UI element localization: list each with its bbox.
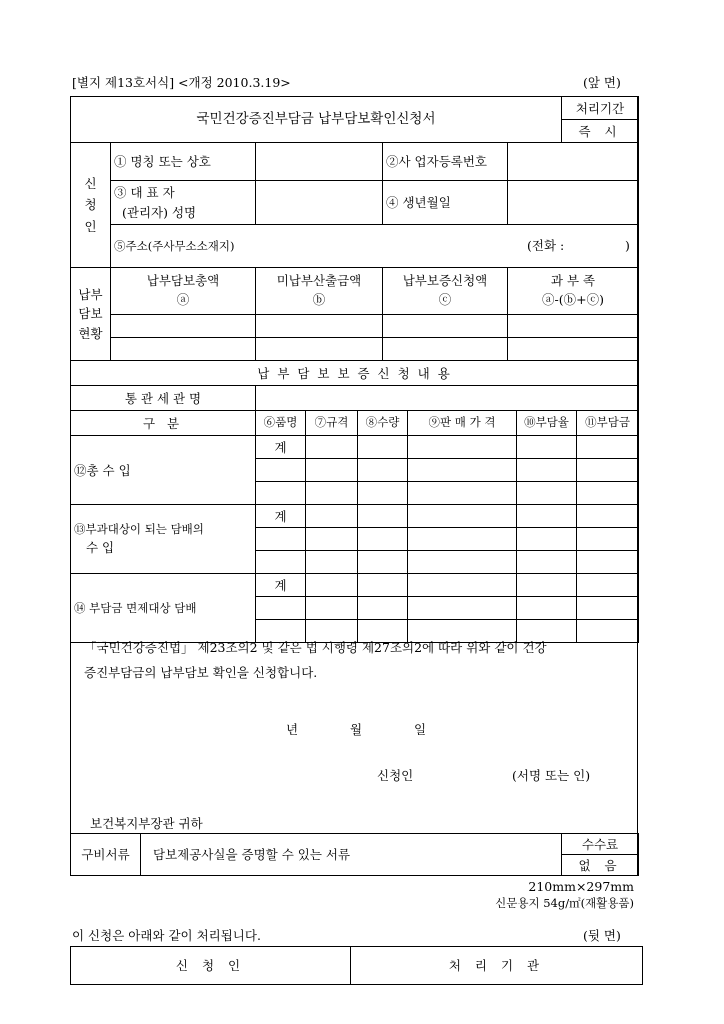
fee-label: 수수료 xyxy=(562,834,639,855)
cell[interactable] xyxy=(256,528,306,551)
cell[interactable] xyxy=(517,505,577,528)
cell[interactable] xyxy=(358,505,408,528)
group13-total-label: 계 xyxy=(256,505,306,528)
cell[interactable] xyxy=(358,597,408,620)
surplus-deficit-header xyxy=(508,268,639,315)
cell[interactable] xyxy=(577,436,639,459)
unpaid-amount-field-1[interactable] xyxy=(256,315,383,338)
cell[interactable] xyxy=(306,551,358,574)
total-import-text: ⑫총 수 입 xyxy=(74,462,131,478)
group14-total-label: 계 xyxy=(256,574,306,597)
cell[interactable] xyxy=(517,482,577,505)
cell[interactable] xyxy=(517,574,577,597)
total-guarantee-mark: ⓐ xyxy=(176,292,190,307)
statement-line-2: 증진부담금의 납부담보 확인을 신청합니다. xyxy=(84,665,318,680)
guarantee-status-label xyxy=(71,268,111,361)
cell[interactable] xyxy=(306,459,358,482)
flow-agency-header: 처 리 기 관 xyxy=(351,947,643,985)
quantity-header: ⑧수량 xyxy=(358,411,408,436)
title-row xyxy=(70,96,639,143)
guarantee-request-field-1[interactable] xyxy=(383,315,508,338)
status-label-line1: 납부 xyxy=(78,286,103,302)
cell[interactable] xyxy=(306,505,358,528)
unpaid-amount-header xyxy=(256,268,383,315)
cell[interactable] xyxy=(577,574,639,597)
cell[interactable] xyxy=(517,528,577,551)
name-label: ① 명칭 또는 상호 xyxy=(111,143,256,181)
total-guarantee-field-2[interactable] xyxy=(111,338,256,361)
form-title: 국민건강증진부담금 납부담보확인신청서 xyxy=(71,97,562,143)
applicant-signature-label: 신청인 xyxy=(377,768,414,783)
representative-label-line1: ③ 대 표 자 xyxy=(114,185,175,201)
cell[interactable] xyxy=(577,459,639,482)
taxable-import-label xyxy=(71,505,256,574)
phone-close: ) xyxy=(625,238,630,253)
recipient-label: 보건복지부장관 귀하 xyxy=(90,816,203,831)
cell[interactable] xyxy=(408,436,517,459)
processing-period-label: 처리기간 xyxy=(562,97,639,120)
charge-rate-header: ⑩부담율 xyxy=(517,411,577,436)
date-year-label: 년 xyxy=(286,722,299,737)
date-month-label: 월 xyxy=(350,722,363,737)
cell[interactable] xyxy=(256,597,306,620)
cell[interactable] xyxy=(577,551,639,574)
phone-label: (전화 : xyxy=(527,238,565,253)
total-import-label xyxy=(71,436,256,505)
taxable-import-line2: 수 입 xyxy=(86,540,115,556)
back-side-label: (뒷 면) xyxy=(583,928,621,943)
cell[interactable] xyxy=(306,482,358,505)
address-label: ⑤주소(주사무소소재지) xyxy=(114,239,235,254)
business-number-label: ②사 업자등록번호 xyxy=(383,143,508,181)
cell[interactable] xyxy=(577,528,639,551)
spec-header: ⑦규격 xyxy=(306,411,358,436)
surplus-deficit-field-1[interactable] xyxy=(508,315,639,338)
cell[interactable] xyxy=(256,551,306,574)
guarantee-request-mark: ⓒ xyxy=(438,292,452,307)
cell[interactable] xyxy=(358,459,408,482)
processing-period-value: 즉 시 xyxy=(562,120,639,143)
required-documents-label: 구비서류 xyxy=(71,834,141,876)
cell[interactable] xyxy=(517,459,577,482)
total-guarantee-label: 납부담보총액 xyxy=(146,273,220,289)
exempt-tobacco-label xyxy=(71,574,256,643)
name-field[interactable] xyxy=(256,143,383,181)
cell[interactable] xyxy=(358,574,408,597)
unpaid-amount-mark: ⓑ xyxy=(312,292,326,307)
unpaid-amount-label: 미납부산출금액 xyxy=(276,273,362,289)
cell[interactable] xyxy=(517,436,577,459)
total-guarantee-field-1[interactable] xyxy=(111,315,256,338)
business-number-field[interactable] xyxy=(508,143,639,181)
cell[interactable] xyxy=(256,482,306,505)
sales-price-header: ⑨판 매 가 격 xyxy=(408,411,517,436)
date-day-label: 일 xyxy=(414,722,427,737)
cell[interactable] xyxy=(358,482,408,505)
cell[interactable] xyxy=(306,436,358,459)
category-header: 구 분 xyxy=(71,411,256,436)
group12-total-label: 계 xyxy=(256,436,306,459)
cell[interactable] xyxy=(358,551,408,574)
paper-spec: 신문용지 54g/㎡(재활용품) xyxy=(495,896,634,910)
cell[interactable] xyxy=(358,436,408,459)
address-field[interactable] xyxy=(111,225,639,268)
birthdate-field[interactable] xyxy=(508,181,639,225)
required-documents-row xyxy=(70,833,639,876)
guarantee-request-title: 납 부 담 보 보 증 신 청 내 용 xyxy=(71,361,639,386)
exempt-tobacco-text: ⑭ 부담금 면제대상 담배 xyxy=(74,601,197,616)
cell[interactable] xyxy=(408,597,517,620)
representative-field[interactable] xyxy=(256,181,383,225)
cell[interactable] xyxy=(577,482,639,505)
cell[interactable] xyxy=(408,551,517,574)
cell[interactable] xyxy=(256,459,306,482)
status-label-line3: 현황 xyxy=(78,325,103,341)
cell[interactable] xyxy=(408,574,517,597)
cell[interactable] xyxy=(408,482,517,505)
page-side-label: (앞 면) xyxy=(583,75,621,90)
cell[interactable] xyxy=(577,597,639,620)
taxable-import-line1: ⑬부과대상이 되는 담배의 xyxy=(74,521,204,536)
cell[interactable] xyxy=(408,505,517,528)
processing-flow-table xyxy=(70,946,643,985)
cell[interactable] xyxy=(517,597,577,620)
fee-value: 없 음 xyxy=(562,855,639,876)
representative-label-line2: (관리자) 성명 xyxy=(122,204,197,220)
cell[interactable] xyxy=(517,551,577,574)
paper-size: 210mm×297mm xyxy=(528,879,634,894)
form-number: [별지 제13호서식] <개정 2010.3.19> xyxy=(72,75,291,90)
cell[interactable] xyxy=(358,528,408,551)
customs-office-field[interactable] xyxy=(256,386,639,411)
item-name-header: ⑥품명 xyxy=(256,411,306,436)
cell[interactable] xyxy=(577,620,639,643)
cell[interactable] xyxy=(408,459,517,482)
guarantee-request-label: 납부보증신청액 xyxy=(402,273,488,289)
required-documents-text: 담보제공사실을 증명할 수 있는 서류 xyxy=(141,834,562,876)
surplus-deficit-label: 과 부 족 xyxy=(550,273,596,289)
applicant-section xyxy=(70,142,639,268)
representative-label xyxy=(111,181,256,225)
surplus-deficit-mark: ⓐ-(ⓑ+ⓒ) xyxy=(542,292,604,307)
cell[interactable] xyxy=(577,505,639,528)
customs-office-label: 통 관 세 관 명 xyxy=(71,386,256,411)
charge-amount-header: ⑪부담금 xyxy=(577,411,639,436)
birthdate-label: ④ 생년월일 xyxy=(383,181,508,225)
processing-note: 이 신청은 아래와 같이 처리됩니다. xyxy=(72,928,261,943)
status-label-line2: 담보 xyxy=(78,306,103,322)
total-guarantee-header xyxy=(111,268,256,315)
signature-or-seal-label: (서명 또는 인) xyxy=(512,768,591,783)
cell[interactable] xyxy=(306,597,358,620)
flow-applicant-header: 신 청 인 xyxy=(71,947,351,985)
guarantee-request-field-2[interactable] xyxy=(383,338,508,361)
statement-line-1: 「국민건강증진법」 제23조의2 및 같은 법 시행령 제27조의2에 따라 위와 같이 건강 xyxy=(84,640,547,655)
cell[interactable] xyxy=(306,574,358,597)
guarantee-request-header xyxy=(383,268,508,315)
guarantee-status-section xyxy=(70,267,639,361)
surplus-deficit-field-2[interactable] xyxy=(508,338,639,361)
applicant-section-label: 신청인 xyxy=(71,143,111,268)
unpaid-amount-field-2[interactable] xyxy=(256,338,383,361)
cell[interactable] xyxy=(306,528,358,551)
guarantee-request-section xyxy=(70,360,639,643)
cell[interactable] xyxy=(408,528,517,551)
